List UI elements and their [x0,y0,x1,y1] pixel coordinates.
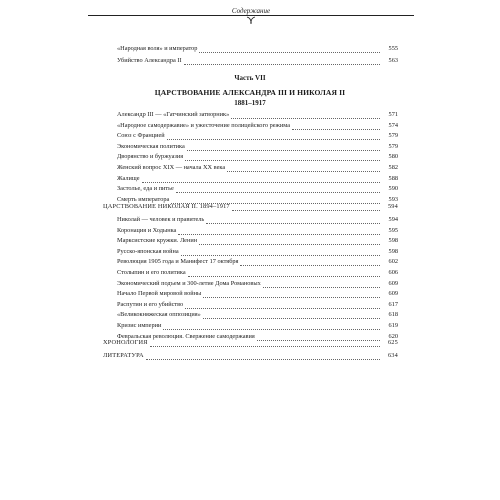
toc-entry-title: Николай — человек и правитель [117,216,205,223]
toc-entry [117,322,398,332]
toc-entry-page: 563 [388,56,398,64]
toc-entry-title: Убийство Александра II [117,56,182,64]
toc-entry-title: Коронация и Ходынка [117,226,177,234]
toc-entry-title: Экономическая политика [117,142,185,150]
toc-entry [103,339,398,349]
leader-dots [187,145,380,151]
toc-entry-title: Распутин и его убийство [117,300,184,308]
leader-dots [167,134,380,140]
toc-entry-page: 606 [388,269,398,276]
toc-entry-page: 593 [388,195,398,203]
leader-dots [263,282,380,288]
toc-entry [117,311,398,321]
header-title: Содержание [88,7,414,15]
toc-entry-page: 582 [388,164,398,171]
toc-entry-page: 598 [388,237,398,245]
leader-dots [203,292,380,298]
toc-entry [117,290,398,300]
toc-entry-page: 579 [388,142,398,150]
toc-entry [117,143,398,153]
leader-dots [231,113,380,119]
toc-entry [117,132,398,142]
leader-dots [199,47,380,53]
leader-dots [185,155,380,161]
toc-entry-title: ЦАРСТВОВАНИЕ НИКОЛАЯ II. 1894–1917 [103,203,230,210]
toc-entry [117,280,398,290]
toc-entry-page: 590 [388,185,398,193]
toc-entry [117,237,398,247]
toc-entry [117,216,398,226]
leader-dots [292,124,380,130]
toc-entry [117,269,398,279]
toc-entry-title: Союз с Францией [117,132,165,140]
toc-entry [117,248,398,258]
toc-entry-title: Столыпин и его политика [117,269,186,276]
toc-entry-page: 634 [387,352,398,359]
leader-dots [181,250,380,256]
toc-entry-page: 609 [388,290,398,298]
toc-entry [117,227,398,237]
part-label: Часть VII [234,74,266,82]
toc-entry-page: 594 [388,216,398,223]
toc-entry-page: 571 [388,111,398,118]
leader-dots [150,341,380,347]
toc-entry [117,175,398,185]
toc-entry-title: ХРОНОЛОГИЯ [103,339,148,346]
part-years: 1881–1917 [234,99,266,107]
leader-dots [176,187,380,193]
leader-dots [232,205,380,211]
toc-entry-title: Кризис империи [117,322,162,329]
toc-entry-title: «Великокняжеская оппозиция» [117,311,201,319]
toc-entry-page: 617 [388,300,398,308]
toc-entry-title: Смерть императора [117,195,170,203]
toc-entry [103,203,398,213]
leader-dots [163,324,380,330]
toc-entry [117,258,398,268]
toc-entry-title: Революция 1905 года и Манифест 17 октября [117,258,239,266]
toc-entry-title: «Народное самодержавие» и ужесточение полицейского режима [117,121,291,129]
toc-entry-title: «Народная воля» и император [117,45,198,52]
leader-dots [185,303,380,309]
toc-entry-page: 595 [388,226,398,234]
toc-entry [117,122,398,132]
toc-entry-page: 580 [388,153,398,161]
toc-entry [117,45,398,55]
toc-entry-page: 620 [388,332,398,340]
toc-entry-page: 618 [388,311,398,319]
toc-entry-page: 555 [388,45,398,52]
leader-dots [178,229,380,235]
toc-entry-page: 579 [388,132,398,140]
toc-entry-title: Дворянство и буржуазия [117,153,184,161]
toc-entry [117,164,398,174]
toc-entry [117,301,398,311]
leader-dots [188,271,380,277]
leader-dots [199,239,380,245]
toc-entry-page: 598 [388,247,398,255]
toc-entry-title: Жалище [117,174,140,182]
toc-entry [103,352,398,362]
toc-entry [117,111,398,121]
leader-dots [206,218,380,224]
running-header [88,6,414,28]
toc-entry [117,185,398,195]
toc-entry [117,57,398,67]
toc-entry-page: 609 [388,279,398,287]
toc-entry-title: Начало Первой мировой войны [117,290,202,298]
part-title: ЦАРСТВОВАНИЕ АЛЕКСАНДРА III И НИКОЛАЯ II [154,88,346,97]
toc-entry-title: Женский вопрос XIX — начала XX века [117,164,226,171]
toc-entry-page: 574 [388,121,398,129]
toc-entry-title: ЛИТЕРАТУРА [103,352,144,359]
leader-dots [142,177,381,183]
leader-dots [146,354,380,360]
toc-entry-title: Марксистские кружки. Ленин [117,237,198,245]
leader-dots [203,313,380,319]
toc-entry-title: Февральская революция. Свержение самодержавия [117,332,255,340]
toc-entry-page: 594 [387,203,398,210]
leader-dots [184,59,380,65]
toc-entry-title: Русско-японская война [117,247,179,255]
toc-entry-title: Александр III — «Гатчинский затворник» [117,111,230,118]
leader-dots [227,166,380,172]
toc-entry-title: Экономический подъем и 300-летие Дома Романовых [117,279,261,287]
toc-entry-page: 625 [387,339,398,346]
toc-entry [117,153,398,163]
leader-dots [240,260,380,266]
ornament-icon [246,16,256,24]
toc-entry-page: 602 [388,258,398,266]
toc-entry-page: 619 [388,322,398,329]
toc-entry-page: 588 [388,174,398,182]
toc-entry-title: Застолье, еда и питье [117,185,174,193]
